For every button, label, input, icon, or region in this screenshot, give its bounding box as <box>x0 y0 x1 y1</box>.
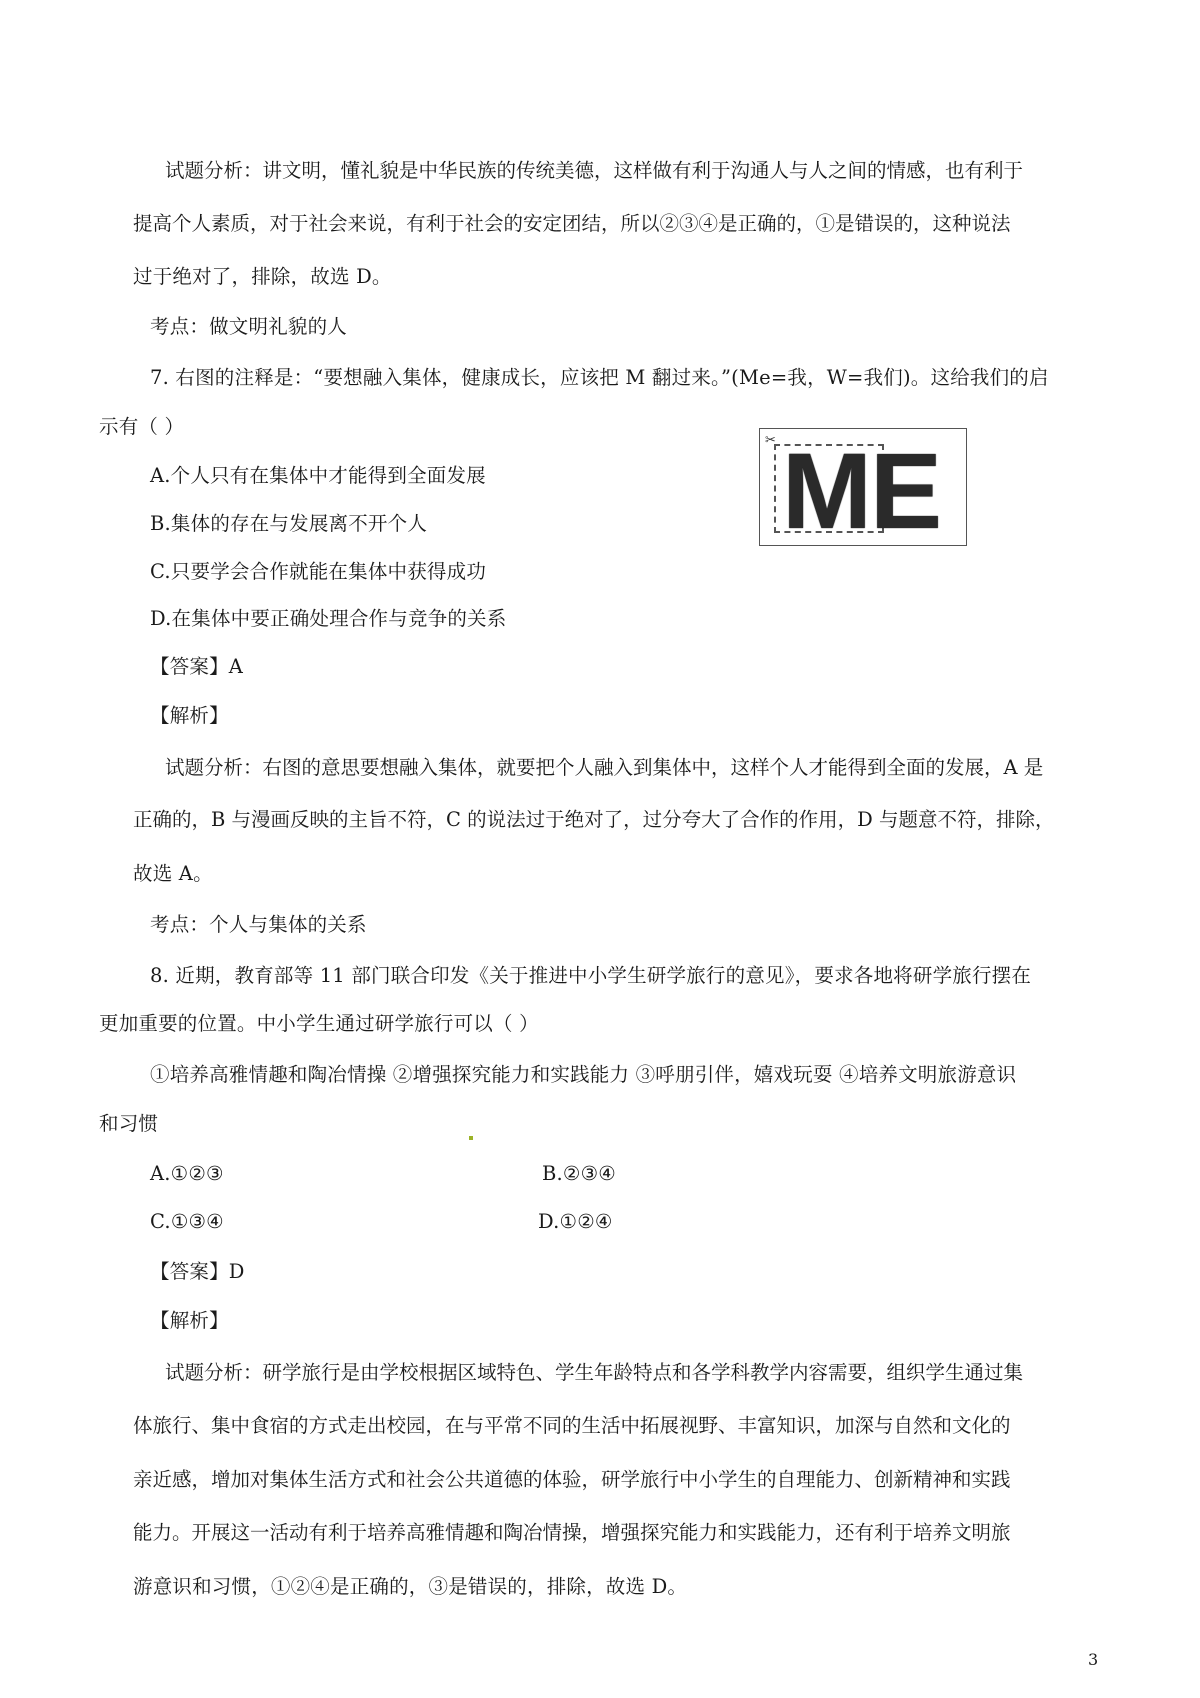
q7-option-a: A.个人只有在集体中才能得到全面发展 <box>150 464 486 487</box>
q8-items-line-1: ①培养高雅情趣和陶冶情操 ②增强探究能力和实践能力 ③呼朋引伴，嬉戏玩耍 ④培养文明旅游意识 <box>150 1063 1017 1086</box>
q8-option-a: A.①②③ <box>150 1162 224 1185</box>
q7-option-d: D.在集体中要正确处理合作与竞争的关系 <box>150 607 507 630</box>
q8-analysis-line-2: 体旅行、集中食宿的方式走出校园，在与平常不同的生活中拓展视野、丰富知识，加深与自然和文化的 <box>133 1414 1011 1437</box>
q8-analysis-line-4: 能力。开展这一活动有利于培养高雅情趣和陶冶情操，增强探究能力和实践能力，还有利于培养文明旅 <box>133 1521 1011 1544</box>
q7-analysis-line-2: 正确的，B 与漫画反映的主旨不符，C 的说法过于绝对了，过分夸大了合作的作用，D 与题意不符，排除， <box>133 808 1055 831</box>
q7-kaodian: 考点：个人与集体的关系 <box>150 913 367 936</box>
q6-analysis-line-2: 提高个人素质，对于社会来说，有利于社会的安定团结，所以②③④是正确的，①是错误的，这种说法 <box>133 212 1011 235</box>
q8-analysis-heading: 【解析】 <box>150 1309 229 1332</box>
q6-analysis-line-3: 过于绝对了，排除，故选 D。 <box>133 265 392 288</box>
q7-option-b: B.集体的存在与发展离不开个人 <box>150 512 428 535</box>
q6-analysis-line-1: 试题分析：讲文明，懂礼貌是中华民族的传统美德，这样做有利于沟通人与人之间的情感，也有利于 <box>165 159 1024 182</box>
q8-items-line-2: 和习惯 <box>99 1112 159 1135</box>
q8-option-d: D.①②④ <box>538 1210 613 1233</box>
me-cartoon-figure <box>759 428 967 551</box>
q8-analysis-line-1: 试题分析：研学旅行是由学校根据区域特色、学生年龄特点和各学科教学内容需要，组织学生通过集 <box>165 1361 1024 1384</box>
q8-analysis-line-3: 亲近感，增加对集体生活方式和社会公共道德的体验，研学旅行中小学生的自理能力、创新精神和实践 <box>133 1468 1011 1491</box>
q7-option-c: C.只要学会合作就能在集体中获得成功 <box>150 560 487 583</box>
page-number: 3 <box>1088 1650 1099 1669</box>
q8-analysis-line-5: 游意识和习惯，①②④是正确的，③是错误的，排除，故选 D。 <box>133 1575 688 1598</box>
q8-option-c: C.①③④ <box>150 1210 224 1233</box>
q8-stem-line-2: 更加重要的位置。中小学生通过研学旅行可以（ ） <box>99 1012 539 1035</box>
q8-stem-line-1: 8. 近期，教育部等 11 部门联合印发《关于推进中小学生研学旅行的意见》，要求各地将研学旅行摆在 <box>150 964 1032 987</box>
q7-stem-line-2: 示有（ ） <box>99 415 185 438</box>
q7-analysis-heading: 【解析】 <box>150 704 229 727</box>
q8-option-b: B.②③④ <box>542 1162 616 1185</box>
q8-answer: 【答案】D <box>150 1260 245 1283</box>
stray-dot <box>469 1136 473 1140</box>
q7-analysis-line-1: 试题分析：右图的意思要想融入集体，就要把个人融入到集体中，这样个人才能得到全面的发展，A 是 <box>165 756 1044 779</box>
scissors-icon: ✂ <box>765 433 776 448</box>
me-letters: ME <box>782 430 940 551</box>
q7-stem-line-1: 7. 右图的注释是：“要想融入集体，健康成长，应该把 M 翻过来。”(Me=我，W=我们)。这给我们的启 <box>150 366 1049 389</box>
q7-answer: 【答案】A <box>150 655 244 678</box>
q7-analysis-line-3: 故选 A。 <box>133 862 213 885</box>
q6-kaodian: 考点：做文明礼貌的人 <box>150 315 348 338</box>
